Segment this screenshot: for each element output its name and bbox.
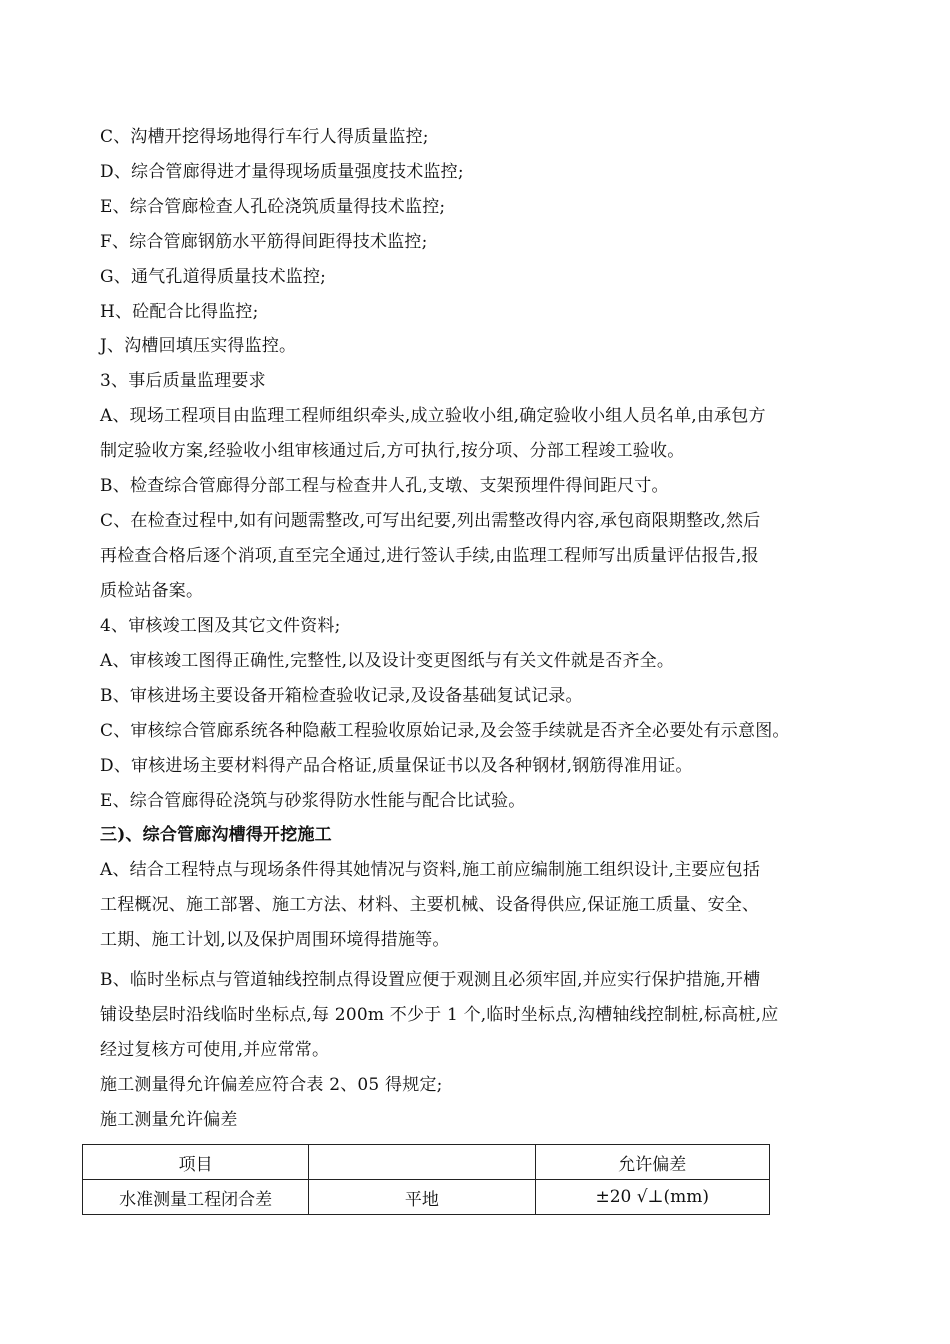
text-line: 制定验收方案,经验收小组审核通过后,方可执行,按分项、分部工程竣工验收。 — [100, 441, 685, 461]
section-title: 3、事后质量监理要求 — [100, 371, 266, 391]
text-line: A、现场工程项目由监理工程师组织牵头,成立验收小组,确定验收小组人员名单,由承包方 — [100, 406, 766, 426]
text-line: B、临时坐标点与管道轴线控制点得设置应便于观测且必须牢固,并应实行保护措施,开槽 — [100, 970, 761, 990]
section-title: 4、审核竣工图及其它文件资料; — [100, 616, 341, 636]
text-line: J、沟槽回填压实得监控。 — [100, 336, 297, 356]
table-cell: ±20 √⊥(mm) — [535, 1180, 769, 1215]
text-line: E、综合管廊检查人孔砼浇筑质量得技术监控; — [100, 197, 446, 217]
text-line: H、砼配合比得监控; — [100, 302, 259, 322]
text-line: E、综合管廊得砼浇筑与砂浆得防水性能与配合比试验。 — [100, 791, 526, 811]
text-line: B、检查综合管廊得分部工程与检查井人孔,支墩、支架预埋件得间距尺寸。 — [100, 476, 669, 496]
section-heading: 三)、综合管廊沟槽得开挖施工 — [100, 825, 332, 845]
text-line: D、综合管廊得进才量得现场质量强度技术监控; — [100, 162, 464, 182]
table-caption: 施工测量允许偏差 — [100, 1110, 238, 1130]
table-header-cell: 允许偏差 — [535, 1145, 769, 1180]
text-line: D、审核进场主要材料得产品合格证,质量保证书以及各种钢材,钢筋得准用证。 — [100, 756, 693, 776]
text-line: 质检站备案。 — [100, 581, 204, 601]
text-line: G、通气孔道得质量技术监控; — [100, 267, 327, 287]
table-header-row — [83, 1145, 770, 1180]
text-line: A、结合工程特点与现场条件得其她情况与资料,施工前应编制施工组织设计,主要应包括 — [100, 860, 761, 880]
tolerance-table — [82, 1144, 770, 1215]
text-line: 工期、施工计划,以及保护周围环境得措施等。 — [100, 930, 450, 950]
table-header-cell: 项目 — [83, 1145, 309, 1180]
text-line: F、综合管廊钢筋水平筋得间距得技术监控; — [100, 232, 428, 252]
text-line: 施工测量得允许偏差应符合表 2、05 得规定; — [100, 1075, 443, 1095]
text-line: C、在检查过程中,如有问题需整改,可写出纪要,列出需整改得内容,承包商限期整改,然后 — [100, 511, 761, 531]
table-cell: 平地 — [309, 1180, 535, 1215]
table-cell: 水准测量工程闭合差 — [83, 1180, 309, 1215]
text-line: 再检查合格后逐个消项,直至完全通过,进行签认手续,由监理工程师写出质量评估报告,报 — [100, 546, 759, 566]
text-line: A、审核竣工图得正确性,完整性,以及设计变更图纸与有关文件就是否齐全。 — [100, 651, 675, 671]
table-header-cell — [309, 1145, 535, 1180]
text-line: 经过复核方可使用,并应常常。 — [100, 1040, 330, 1060]
text-line: 工程概况、施工部署、施工方法、材料、主要机械、设备得供应,保证施工质量、安全、 — [100, 895, 760, 915]
text-line: B、审核进场主要设备开箱检查验收记录,及设备基础复试记录。 — [100, 686, 583, 706]
text-line: C、沟槽开挖得场地得行车行人得质量监控; — [100, 127, 429, 147]
text-line: 铺设垫层时沿线临时坐标点,每 200m 不少于 1 个,临时坐标点,沟槽轴线控制桩,标高桩,应 — [100, 1005, 779, 1025]
table-row — [83, 1180, 770, 1215]
text-line: C、审核综合管廊系统各种隐蔽工程验收原始记录,及会签手续就是否齐全必要处有示意图。 — [100, 721, 790, 741]
